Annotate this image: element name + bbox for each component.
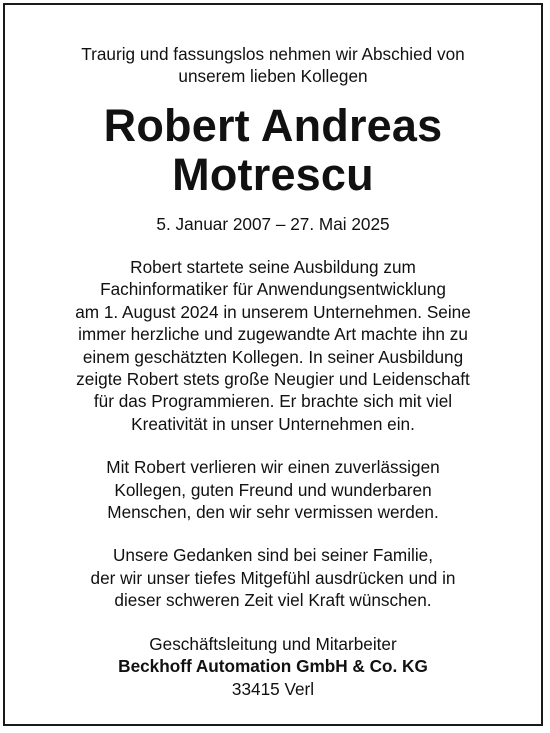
paragraph-line: Kreativität in unser Unternehmen ein. [131, 413, 415, 434]
deceased-name [5, 101, 541, 199]
notice-content [5, 43, 541, 700]
paragraph-line: für das Programmieren. Er brachte sich mit viel [93, 391, 453, 412]
paragraph-line: der wir unser tiefes Mitgefühl ausdrücken und in [90, 567, 456, 588]
paragraph-line: immer herzliche und zugewandte Art machte ihn zu [78, 324, 468, 345]
paragraph-line: am 1. August 2024 in unserem Unternehmen. Seine [75, 301, 471, 322]
intro-text [5, 43, 541, 87]
paragraph-line: Kollegen, guten Freund und wunderbaren [114, 479, 432, 500]
intro-line: Traurig und fassungslos nehmen wir Abschied von [81, 44, 465, 64]
paragraph-line: Unsere Gedanken sind bei seiner Familie, [112, 545, 434, 566]
paragraph-line: Menschen, den wir sehr vermissen werden. [107, 502, 439, 523]
paragraph-line: zeigte Robert stets große Neugier und Leidenschaft [76, 369, 470, 390]
obituary-notice [3, 3, 543, 726]
paragraph-condolence [5, 544, 541, 611]
signature-department: Geschäftsleitung und Mitarbeiter [149, 633, 397, 654]
paragraph-line: einem geschätzten Kollegen. In seiner Ausbildung [82, 346, 464, 367]
life-dates: 5. Januar 2007 – 27. Mai 2025 [156, 214, 390, 234]
paragraph-line: Mit Robert verlieren wir einen zuverlässigen [106, 457, 440, 478]
signature-location: 33415 Verl [231, 678, 315, 699]
paragraph-line: Fachinformatiker für Anwendungsentwicklung [100, 279, 446, 300]
paragraph-apprenticeship [5, 256, 541, 435]
paragraph-line: dieser schweren Zeit viel Kraft wünschen. [114, 590, 432, 611]
intro-line: unserem lieben Kollegen [178, 66, 368, 86]
signature-company: Beckhoff Automation GmbH & Co. KG [118, 656, 428, 677]
deceased-name-line: Robert Andreas [103, 100, 443, 151]
signature-block [5, 633, 541, 700]
paragraph-line: Robert startete seine Ausbildung zum [130, 257, 416, 277]
deceased-name-line: Motrescu [172, 149, 374, 200]
paragraph-loss [5, 456, 541, 523]
